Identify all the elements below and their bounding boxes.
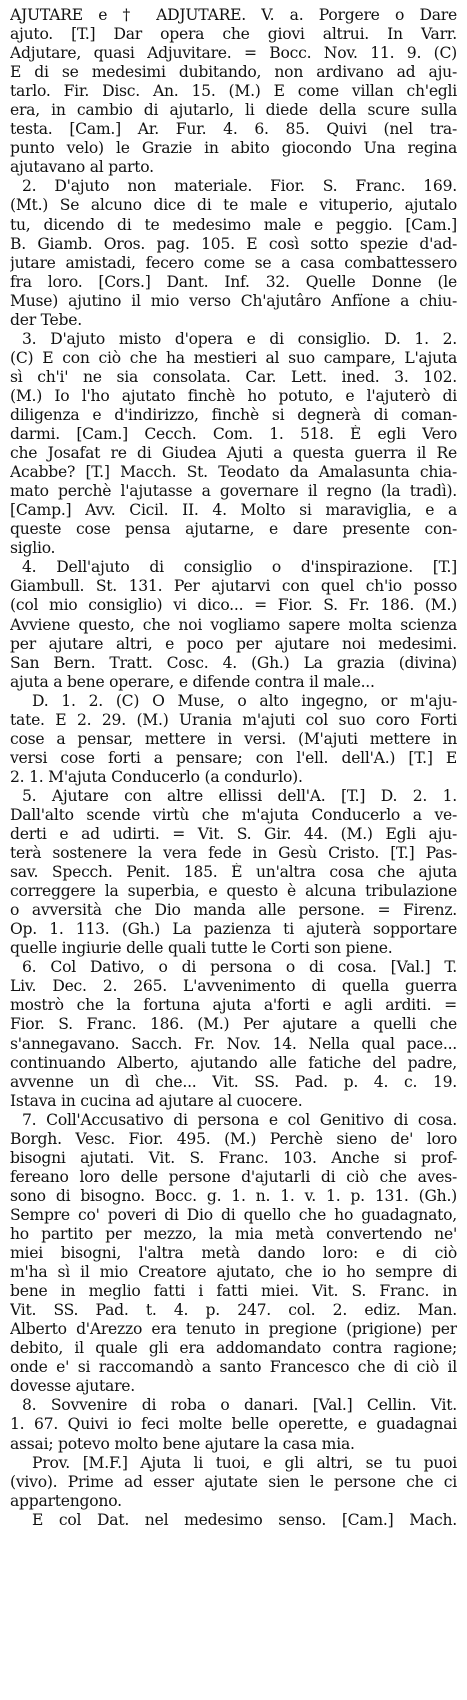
text-line: 2. 1. M'ajuta Conducerlo (a condurlo). [10, 767, 303, 786]
text-line: 2. D'ajuto non materiale. Fior. S. Franc. 169. [22, 177, 457, 196]
text-line: Muse) ajutino il mio verso Ch'ajutâro Anfïone a chiu- [10, 291, 457, 310]
text-line: Avviene questo, che noi vogliamo sapere molta scienza [10, 615, 457, 634]
text-line: ajutavano al parto. [10, 158, 154, 177]
text-line: quelle ingiurie delle quali tutte le Corti son piene. [10, 939, 393, 958]
text-line: avvenne un dì che... Vit. SS. Pad. p. 4. c. 19. [10, 1072, 457, 1091]
text-line: der Tebe. [10, 310, 82, 329]
text-line: Prov. [M.F.] Ajuta li tuoi, e gli altri, se tu puoi [32, 1453, 457, 1472]
text-line: punto velo) le Grazie in abito giocondo Una regina [10, 139, 457, 158]
text-line: sav. Specch. Penit. 185. È un'altra cosa che ajuta [10, 863, 457, 882]
text-line: Sempre co' poveri di Dio di quello che ho guadagnato, [10, 1205, 457, 1224]
text-line: Borgh. Vesc. Fior. 495. (M.) Perchè sieno de' loro [10, 1129, 457, 1148]
text-line: D. 1. 2. (C) O Muse, o alto ingegno, or m'aju- [32, 691, 457, 710]
text-line: 5. Ajutare con altre ellissi dell'A. [T.] D. 2. 1. [22, 786, 457, 805]
text-line: testa. [Cam.] Ar. Fur. 4. 6. 85. Quivi (nel tra- [10, 120, 457, 139]
text-line: che Josafat re di Giudea Ajuti a questa guerra il Re [10, 444, 457, 463]
text-line: miei bisogni, l'altra metà dando loro: e di ciò [10, 1244, 457, 1263]
text-line: appartengono. [10, 1491, 122, 1510]
text-line: correggere la superbia, e questo è alcuna tribulazione [10, 882, 457, 901]
text-line: Dall'alto scende virtù che m'ajuta Conducerlo a ve- [10, 805, 457, 824]
text-line: ho partito per mezzo, la mia metà convertendo ne' [10, 1225, 457, 1243]
text-line: bene in meglio fatti i fatti miei. Vit. S. Franc. in [10, 1282, 457, 1301]
text-line: sì ch'i' ne sia consolata. Car. Lett. ined. 3. 102. [10, 367, 457, 386]
text-line: mato perchè l'ajutasse a governare il regno (la tradì). [10, 482, 457, 501]
text-line: E col Dat. nel medesimo senso. [Cam.] Mach. [32, 1510, 457, 1529]
text-line: siglio. [10, 539, 56, 558]
text-line: darmi. [Cam.] Cecch. Com. 1. 518. È egli Vero [10, 425, 457, 444]
text-line: onde e' si raccomandò a santo Francesco che di ciò il [10, 1358, 457, 1377]
text-line: s'annegavano. Sacch. Fr. Nov. 14. Nella qual pace... [10, 1034, 457, 1053]
text-line: debito, il quale gli era addomandato contra ragione; [10, 1339, 457, 1358]
text-line: assai; potevo molto bene ajutare la casa mia. [10, 1434, 355, 1453]
text-line: Alberto d'Arezzo era tenuto in pregione (prigione) per [10, 1320, 457, 1339]
text-line: (M.) Io l'ho ajutato finchè ho potuto, e l'ajuterò di [10, 386, 457, 405]
text-line: 7. Coll'Accusativo di persona e col Genitivo di cosa. [22, 1110, 457, 1129]
text-line: tate. E 2. 29. (M.) Urania m'ajuti col suo coro Forti [10, 710, 457, 729]
text-line: era, in cambio di ajutarlo, li diede della scure sulla [10, 101, 457, 120]
text-line: tarlo. Fir. Disc. An. 15. (M.) E come villan ch'egli [10, 82, 457, 101]
text-line: Liv. Dec. 2. 265. L'avvenimento di quella guerra [10, 977, 457, 996]
text-line: San Bern. Tratt. Cosc. 4. (Gh.) La grazia (divina) [10, 653, 457, 672]
text-line: B. Giamb. Oros. pag. 105. E così sotto spezie d'ad- [10, 234, 457, 253]
text-line: ajuta a bene operare, e difende contra il male... [10, 672, 375, 691]
text-line: diligenza e d'indirizzo, finchè si degnerà di coman- [10, 405, 457, 424]
text-line: terà sostenere la vera fede in Gesù Cristo. [T.] Pas- [10, 844, 457, 863]
text-line: (col mio consiglio) vi dico... = Fior. S. Fr. 186. (M.) [10, 596, 457, 615]
text-line: E di se medesimi dubitando, non ardivano ad aju- [10, 63, 457, 82]
text-line: Op. 1. 113. (Gh.) La pazienza ti ajuterà sopportare [10, 920, 457, 939]
text-line: Acabbe? [T.] Macch. St. Teodato da Amalasunta chia- [10, 463, 457, 482]
text-line: dovesse ajutare. [10, 1377, 135, 1396]
text-line: ajuto. [T.] Dar opera che giovi altrui. In Varr. [10, 25, 457, 44]
text-line: fereano loro delle persone d'ajutarli di ciò che aves- [10, 1167, 457, 1186]
text-line: Vit. SS. Pad. t. 4. p. 247. col. 2. ediz. Man. [10, 1301, 457, 1320]
text-line: 1. 67. Quivi io feci molte belle operette, e guadagnai [10, 1415, 457, 1434]
text-line: derti e ad udirti. = Vit. S. Gir. 44. (M.) Egli aju- [10, 825, 457, 844]
text-line: (C) E con ciò che ha mestieri al suo campare, L'ajuta [10, 348, 457, 367]
text-line: 4. Dell'ajuto di consiglio o d'inspirazione. [T.] [22, 558, 457, 577]
text-line: per ajutare altri, e poco per ajutare noi medesimi. [10, 634, 457, 653]
text-line: AJUTARE e † ADJUTARE. V. a. Porgere o Dare [10, 6, 457, 24]
text-line: m'ha sì il mio Creatore ajutato, che io ho sempre di [10, 1263, 457, 1282]
text-line: Fior. S. Franc. 186. (M.) Per ajutare a quelli che [10, 1015, 457, 1034]
text-line: Istava in cucina ad ajutare al cuocere. [10, 1091, 303, 1110]
text-line: sono di bisogno. Bocc. g. 1. n. 1. v. 1. p. 131. (Gh.) [10, 1186, 457, 1205]
text-line: 3. D'ajuto misto d'opera e di consiglio. D. 1. 2. [22, 329, 457, 348]
text-line: (Mt.) Se alcuno dice di te male e vituperio, ajutalo [10, 196, 457, 215]
text-line: jutare amistadi, fecero come se a casa combattessero [10, 253, 457, 272]
text-line: Giambull. St. 131. Per ajutarvi con quel ch'io posso [10, 577, 457, 596]
text-line: (vivo). Prime ad esser ajutate sien le persone che ci [10, 1472, 457, 1491]
text-line: versi cose forti a pensare; con l'ell. dell'A.) [T.] E [10, 748, 457, 767]
text-line: continuando Alberto, ajutando alle fatiche del padre, [10, 1053, 457, 1072]
text-line: bisogni ajutati. Vit. S. Franc. 103. Anche si prof- [10, 1148, 457, 1167]
text-line: tu, dicendo di te medesimo male e peggio. [Cam.] [10, 215, 457, 234]
text-line: mostrò che la fortuna ajuta a'forti e agli arditi. = [10, 996, 457, 1015]
text-line: o avversità che Dio manda alle persone. = Firenz. [10, 901, 457, 920]
text-line: 8. Sovvenire di roba o danari. [Val.] Cellin. Vit. [22, 1396, 457, 1415]
text-line: 6. Col Dativo, o di persona o di cosa. [Val.] T. [22, 958, 457, 977]
text-line: queste cose pensa ajutarne, e dare presente con- [10, 520, 457, 539]
text-line: cose a pensar, mettere in versi. (M'ajuti mettere in [10, 729, 457, 748]
text-line: Adjutare, quasi Adjuvitare. = Bocc. Nov. 11. 9. (C) [10, 44, 457, 63]
text-line: fra loro. [Cors.] Dant. Inf. 32. Quelle Donne (le [10, 272, 457, 291]
text-line: [Camp.] Avv. Cicil. II. 4. Molto si maraviglia, e a [10, 501, 457, 520]
